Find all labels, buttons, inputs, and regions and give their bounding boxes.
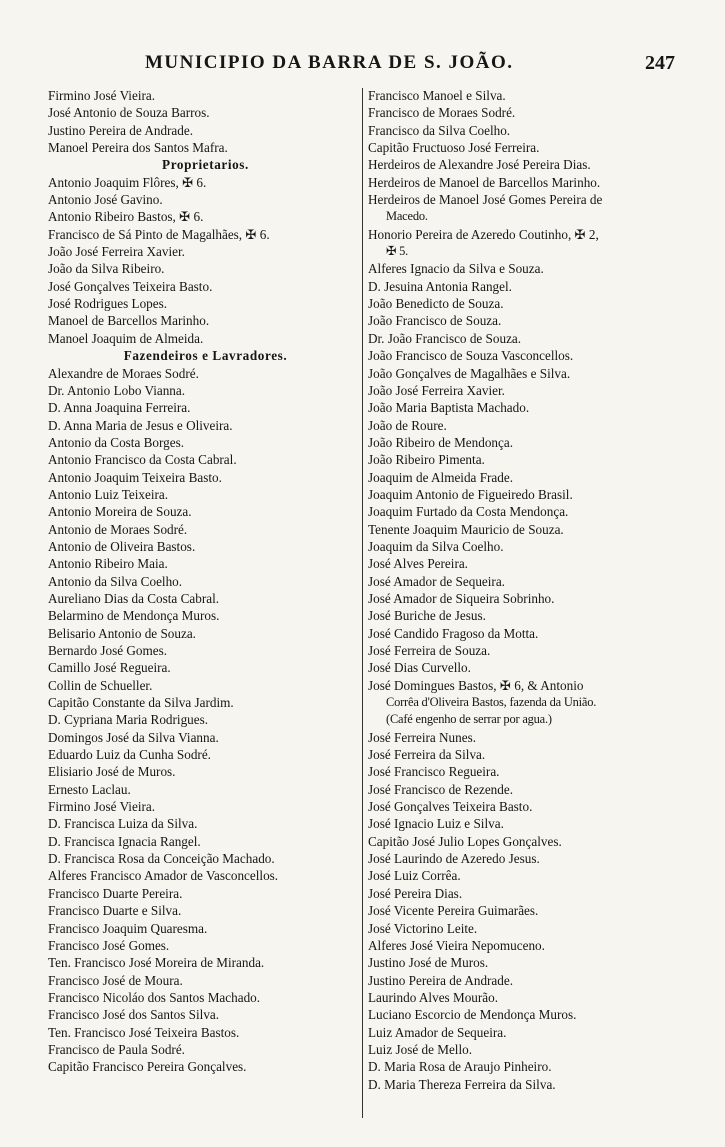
list-item: Alferes José Vieira Nepomuceno. (368, 937, 545, 953)
list-item: Firmino José Vieira. (48, 88, 156, 103)
list-item: José Rodrigues Lopes. (48, 296, 168, 312)
list-item: D. Anna Maria de Jesus e Oliveira. (48, 417, 233, 433)
list-item: Francisco da Silva Coelho. (368, 122, 511, 138)
list-item: Capitão José Julio Lopes Gonçalves. (368, 833, 562, 849)
list-item: Ernesto Laclau. (48, 781, 131, 797)
list-item: José Laurindo de Azeredo Jesus. (368, 851, 540, 867)
list-item: Joaquim da Silva Coelho. (368, 538, 504, 554)
list-item: Herdeiros de Manoel José Gomes Pereira de (368, 192, 603, 208)
list-item: Capitão Francisco Pereira Gonçalves. (48, 1059, 247, 1075)
list-item: Antonio Ribeiro Bastos, ✠ 6. (48, 209, 204, 225)
list-item: Collin de Schueller. (48, 677, 153, 693)
page-number: 247 (645, 52, 675, 74)
list-item: José Candido Fragoso da Motta. (368, 625, 539, 641)
list-item: Justino Pereira de Andrade. (48, 122, 194, 138)
list-item: Elisiario José de Muros. (48, 764, 176, 780)
list-item: Antonio Joaquim Teixeira Basto. (48, 469, 222, 485)
list-item: José Amador de Sequeira. (368, 573, 505, 589)
list-item: Francisco Duarte e Silva. (48, 903, 182, 919)
list-item: João Ribeiro de Mendonça. (368, 434, 514, 450)
list-item: Antonio de Moraes Sodré. (48, 521, 188, 537)
list-item: Justino José de Muros. (368, 955, 489, 971)
list-item: Manoel Joaquim de Almeida. (48, 330, 204, 346)
page-header (0, 52, 725, 80)
list-item: Luciano Escorcio de Mendonça Muros. (368, 1007, 577, 1023)
list-item: Herdeiros de Alexandre José Pereira Dias. (368, 157, 591, 173)
list-item: José Alves Pereira. (368, 556, 468, 572)
list-item: Francisco Duarte Pereira. (48, 885, 183, 901)
list-item: Antonio Ribeiro Maia. (48, 556, 168, 572)
list-item: João Gonçalves de Magalhães e Silva. (368, 365, 571, 381)
list-item: Francisco de Moraes Sodré. (368, 105, 516, 121)
list-item: Herdeiros de Manoel de Barcellos Marinho. (368, 174, 601, 190)
list-item: José Buriche de Jesus. (368, 608, 486, 624)
list-item-continuation: Macedo. (386, 209, 428, 224)
section-heading: Proprietarios. (162, 157, 249, 173)
list-item: Antonio da Costa Borges. (48, 434, 185, 450)
list-item: Capitão Constante da Silva Jardim. (48, 695, 234, 711)
list-item: Camillo José Regueira. (48, 660, 171, 676)
running-title: MUNICIPIO DA BARRA DE S. JOÃO. (145, 52, 514, 73)
list-item: João Francisco de Souza Vasconcellos. (368, 348, 574, 364)
list-item: Bernardo José Gomes. (48, 643, 168, 658)
list-item: Antonio Luiz Teixeira. (48, 486, 169, 502)
list-item: João Benedicto de Souza. (368, 296, 504, 312)
list-item: Belarmino de Mendonça Muros. (48, 608, 220, 624)
list-item: Alferes Ignacio da Silva e Souza. (368, 261, 544, 277)
list-item: Dr. João Francisco de Souza. (368, 330, 522, 346)
list-item: José Domingues Bastos, ✠ 6, & Antonio (368, 677, 584, 693)
list-item: Antonio Joaquim Flôres, ✠ 6. (48, 174, 207, 190)
list-item: D. Francisca Luiza da Silva. (48, 816, 198, 832)
list-item: D. Francisca Ignacia Rangel. (48, 833, 201, 849)
list-item: Manoel de Barcellos Marinho. (48, 313, 210, 329)
list-item: Joaquim Antonio de Figueiredo Brasil. (368, 486, 573, 502)
list-item: Dr. Antonio Lobo Vianna. (48, 382, 186, 398)
list-item: José Ignacio Luiz e Silva. (368, 816, 504, 832)
list-item: Alexandre de Moraes Sodré. (48, 365, 199, 381)
list-item: João da Silva Ribeiro. (48, 261, 165, 277)
list-item: D. Maria Rosa de Araujo Pinheiro. (368, 1059, 552, 1075)
list-item: Manoel Pereira dos Santos Mafra. (48, 140, 228, 156)
list-item: Francisco de Sá Pinto de Magalhães, ✠ 6. (48, 226, 270, 242)
list-item: Ten. Francisco José Teixeira Bastos. (48, 1024, 240, 1040)
list-item: Antonio José Gavino. (48, 192, 163, 208)
list-item: D. Jesuina Antonia Rangel. (368, 278, 512, 294)
list-item: Antonio Francisco da Costa Cabral. (48, 452, 237, 468)
list-item: Belisario Antonio de Souza. (48, 625, 196, 641)
list-item: José Ferreira da Silva. (368, 747, 486, 763)
left-column (48, 87, 363, 1076)
list-item: José Luiz Corrêa. (368, 868, 461, 884)
list-item: João Maria Baptista Machado. (368, 400, 530, 416)
list-item: D. Maria Thereza Ferreira da Silva. (368, 1076, 556, 1092)
list-item: João Francisco de Souza. (368, 313, 502, 329)
list-item: Francisco José dos Santos Silva. (48, 1007, 220, 1023)
list-item: Antonio da Silva Coelho. (48, 573, 183, 589)
list-item: Francisco de Paula Sodré. (48, 1041, 185, 1057)
list-item: José Gonçalves Teixeira Basto. (48, 278, 213, 294)
list-item: João José Ferreira Xavier. (368, 382, 505, 398)
list-item: Antonio Moreira de Souza. (48, 504, 192, 520)
list-item: João Ribeiro Pimenta. (368, 452, 485, 468)
list-item: Luiz José de Mello. (368, 1041, 473, 1057)
list-item-continuation: ✠ 5. (386, 244, 409, 259)
list-item: João de Roure. (368, 417, 447, 433)
list-item: José Pereira Dias. (368, 885, 463, 901)
list-item: D. Cypriana Maria Rodrigues. (48, 712, 209, 728)
list-item: João José Ferreira Xavier. (48, 244, 185, 260)
list-item: Firmino José Vieira. (48, 799, 156, 815)
list-item: Francisco Manoel e Silva. (368, 88, 506, 103)
list-item-continuation: (Café engenho de serrar por agua.) (386, 712, 552, 727)
list-item-continuation: Corrêa d'Oliveira Bastos, fazenda da União. (386, 695, 597, 710)
right-column (368, 87, 688, 1093)
list-item: Francisco José de Moura. (48, 972, 183, 988)
list-item: José Francisco de Rezende. (368, 781, 514, 797)
list-item: Laurindo Alves Mourão. (368, 989, 499, 1005)
list-item: José Gonçalves Teixeira Basto. (368, 799, 533, 815)
list-item: Domingos José da Silva Vianna. (48, 729, 219, 745)
list-item: Francisco José Gomes. (48, 937, 170, 953)
list-item: José Dias Curvello. (368, 660, 471, 676)
list-item: Honorio Pereira de Azeredo Coutinho, ✠ 2, (368, 226, 599, 242)
list-item: José Antonio de Souza Barros. (48, 105, 210, 121)
list-item: Francisco Nicoláo dos Santos Machado. (48, 989, 261, 1005)
section-heading: Fazendeiros e Lavradores. (123, 348, 288, 364)
list-item: José Vicente Pereira Guimarães. (368, 903, 539, 919)
list-item: José Amador de Siqueira Sobrinho. (368, 590, 555, 606)
list-item: Tenente Joaquim Mauricio de Souza. (368, 521, 564, 537)
list-item: Capitão Fructuoso José Ferreira. (368, 140, 540, 156)
list-item: José Victorino Leite. (368, 920, 478, 936)
list-item: Ten. Francisco José Moreira de Miranda. (48, 955, 265, 971)
list-item: Joaquim de Almeida Frade. (368, 469, 514, 485)
list-item: Antonio de Oliveira Bastos. (48, 538, 196, 554)
list-item: Francisco Joaquim Quaresma. (48, 920, 208, 936)
list-item: Joaquim Furtado da Costa Mendonça. (368, 504, 569, 520)
list-item: José Ferreira Nunes. (368, 729, 477, 745)
list-item: Alferes Francisco Amador de Vasconcellos. (48, 868, 279, 884)
list-item: Eduardo Luiz da Cunha Sodré. (48, 747, 211, 763)
list-item: José Ferreira de Souza. (368, 643, 491, 658)
list-item: José Francisco Regueira. (368, 764, 500, 780)
list-item: Luiz Amador de Sequeira. (368, 1024, 507, 1040)
list-item: D. Francisca Rosa da Conceição Machado. (48, 851, 275, 867)
list-item: D. Anna Joaquina Ferreira. (48, 400, 191, 416)
list-item: Justino Pereira de Andrade. (368, 972, 514, 988)
list-item: Aureliano Dias da Costa Cabral. (48, 590, 220, 606)
